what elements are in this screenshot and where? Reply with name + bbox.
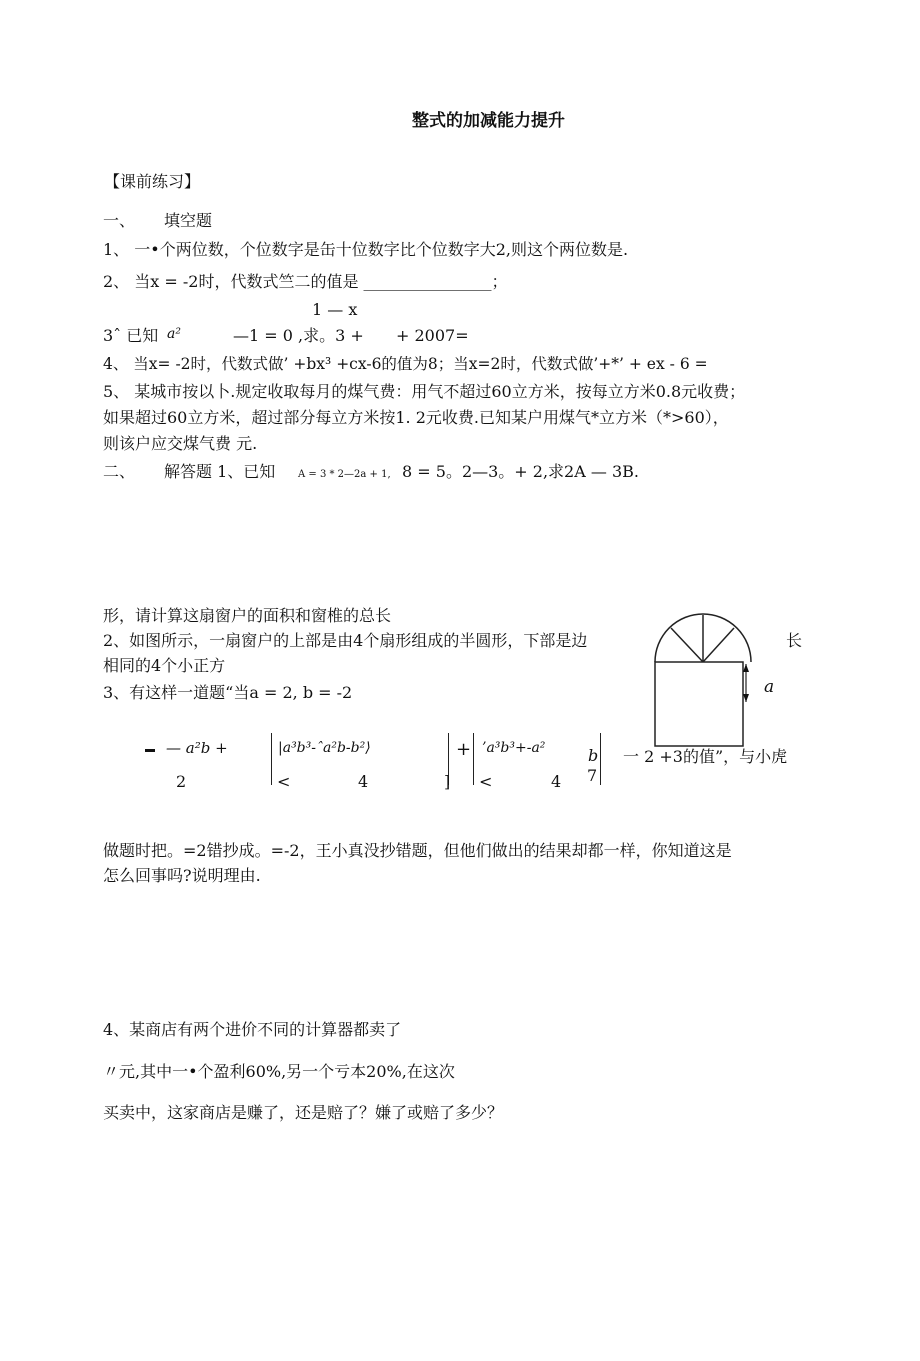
minus-sign	[145, 749, 155, 752]
expression-part-a: — a²b +	[166, 739, 228, 757]
question-2-1-rest: 8 = 5。2—3。+ 2,求2A — 3B.	[402, 462, 639, 481]
page-title: 整式的加减能力提升	[412, 111, 565, 131]
question-2-2-line1: 2、如图所示，一扇窗户的上部是由4个扇形组成的半圆形，下部是边	[103, 631, 588, 650]
question-2-2-line0: 形，请计算这扇窗户的面积和窗椎的总长	[103, 606, 392, 625]
question-1-3-start: 3ˆ 已知	[103, 326, 159, 345]
expression-part-b: |a³b³-ˆa²b-b²⟩	[278, 740, 371, 756]
expression-lt-2: <	[479, 772, 493, 791]
abs-bar-left-1	[271, 733, 272, 785]
question-1-4: 4、 当x= -2时，代数式做’ +bx³ +cx-6的值为8；当x=2时，代数式做’+*’ + ex - 6 =	[103, 355, 708, 373]
question-1-3-mid: —1 = 0 ,求。3 +	[233, 326, 364, 345]
question-2-3-line1: 3、有这样一道题“当a = 2, b = -2	[103, 683, 353, 702]
window-square	[655, 662, 743, 746]
dimension-arrow-up	[743, 664, 749, 672]
expression-b-denominator: 4	[358, 772, 369, 791]
part1-heading-num: 一、	[103, 211, 136, 230]
question-1-3-end: + 2007=	[396, 326, 469, 345]
question-2-3-line4: 怎么回事吗?说明理由.	[103, 866, 261, 885]
expression-plus: +	[456, 739, 472, 760]
abs-bar-left-2	[473, 733, 474, 785]
question-1-5-line3: 则该户应交煤气费 元.	[103, 434, 258, 453]
expression-two: 2	[176, 772, 187, 791]
dimension-arrow-down	[743, 694, 749, 702]
question-1-2: 2、 当x = -2时，代数式竺二的值是 ________________；	[103, 272, 508, 291]
part1-heading: 填空题	[164, 211, 213, 230]
expression-seven: 7	[587, 766, 598, 785]
window-figure	[648, 612, 758, 752]
question-2-4-line2: 〃元,其中一•个盈利60%,另一个亏本20%,在这次	[103, 1062, 455, 1081]
expression-lt-1: <	[277, 772, 291, 791]
part2-heading: 解答题 1、已知	[164, 462, 276, 481]
abs-bar-right-2	[600, 733, 601, 785]
section-pre-class: 【课前练习】	[104, 172, 201, 191]
figure-label-a: a	[764, 677, 775, 697]
question-2-1-expression-a: A = 3 * 2—2a + 1,	[298, 469, 391, 480]
question-2-2-line1-end: 长	[786, 631, 803, 650]
question-2-2-line2: 相同的4个小正方	[103, 656, 226, 675]
question-1-3-a-squared: a²	[167, 326, 181, 342]
question-2-3-line3: 做题时把。=2错抄成。=-2，王小真没抄错题，但他们做出的结果却都一样，你知道这是	[103, 841, 732, 860]
expression-c-denominator: 4	[551, 772, 562, 791]
question-2-4-line1: 4、某商店有两个进价不同的计算器都卖了	[103, 1020, 402, 1039]
question-2-4-line3: 买卖中，这家商店是赚了，还是赔了？嫌了或赔了多少？	[103, 1103, 504, 1122]
expression-b-variable: b	[588, 746, 599, 765]
fan-line-3	[703, 628, 734, 662]
question-1-5-line2: 如果超过60立方米，超过部分每立方米按1. 2元收费.已知某户用煤气*立方米（*>60），	[103, 408, 729, 427]
expression-part-c: ’a³b³+-a²	[482, 740, 546, 756]
question-1-2-denominator: 1 — x	[312, 300, 358, 319]
question-1-1: 1、 一•个两位数，个位数字是缶十位数字比个位数字大2,则这个两位数是.	[103, 240, 629, 259]
expression-tail: 一 2 +3的值”，与小虎	[623, 747, 788, 766]
part2-heading-num: 二、	[103, 462, 136, 481]
question-1-5-line1: 5、 某城市按以卜.规定收取每月的煤气费：用气不超过60立方米，按每立方米0.8元收费；	[103, 382, 746, 401]
expression-one: ]	[444, 772, 451, 791]
fan-line-1	[671, 628, 703, 662]
